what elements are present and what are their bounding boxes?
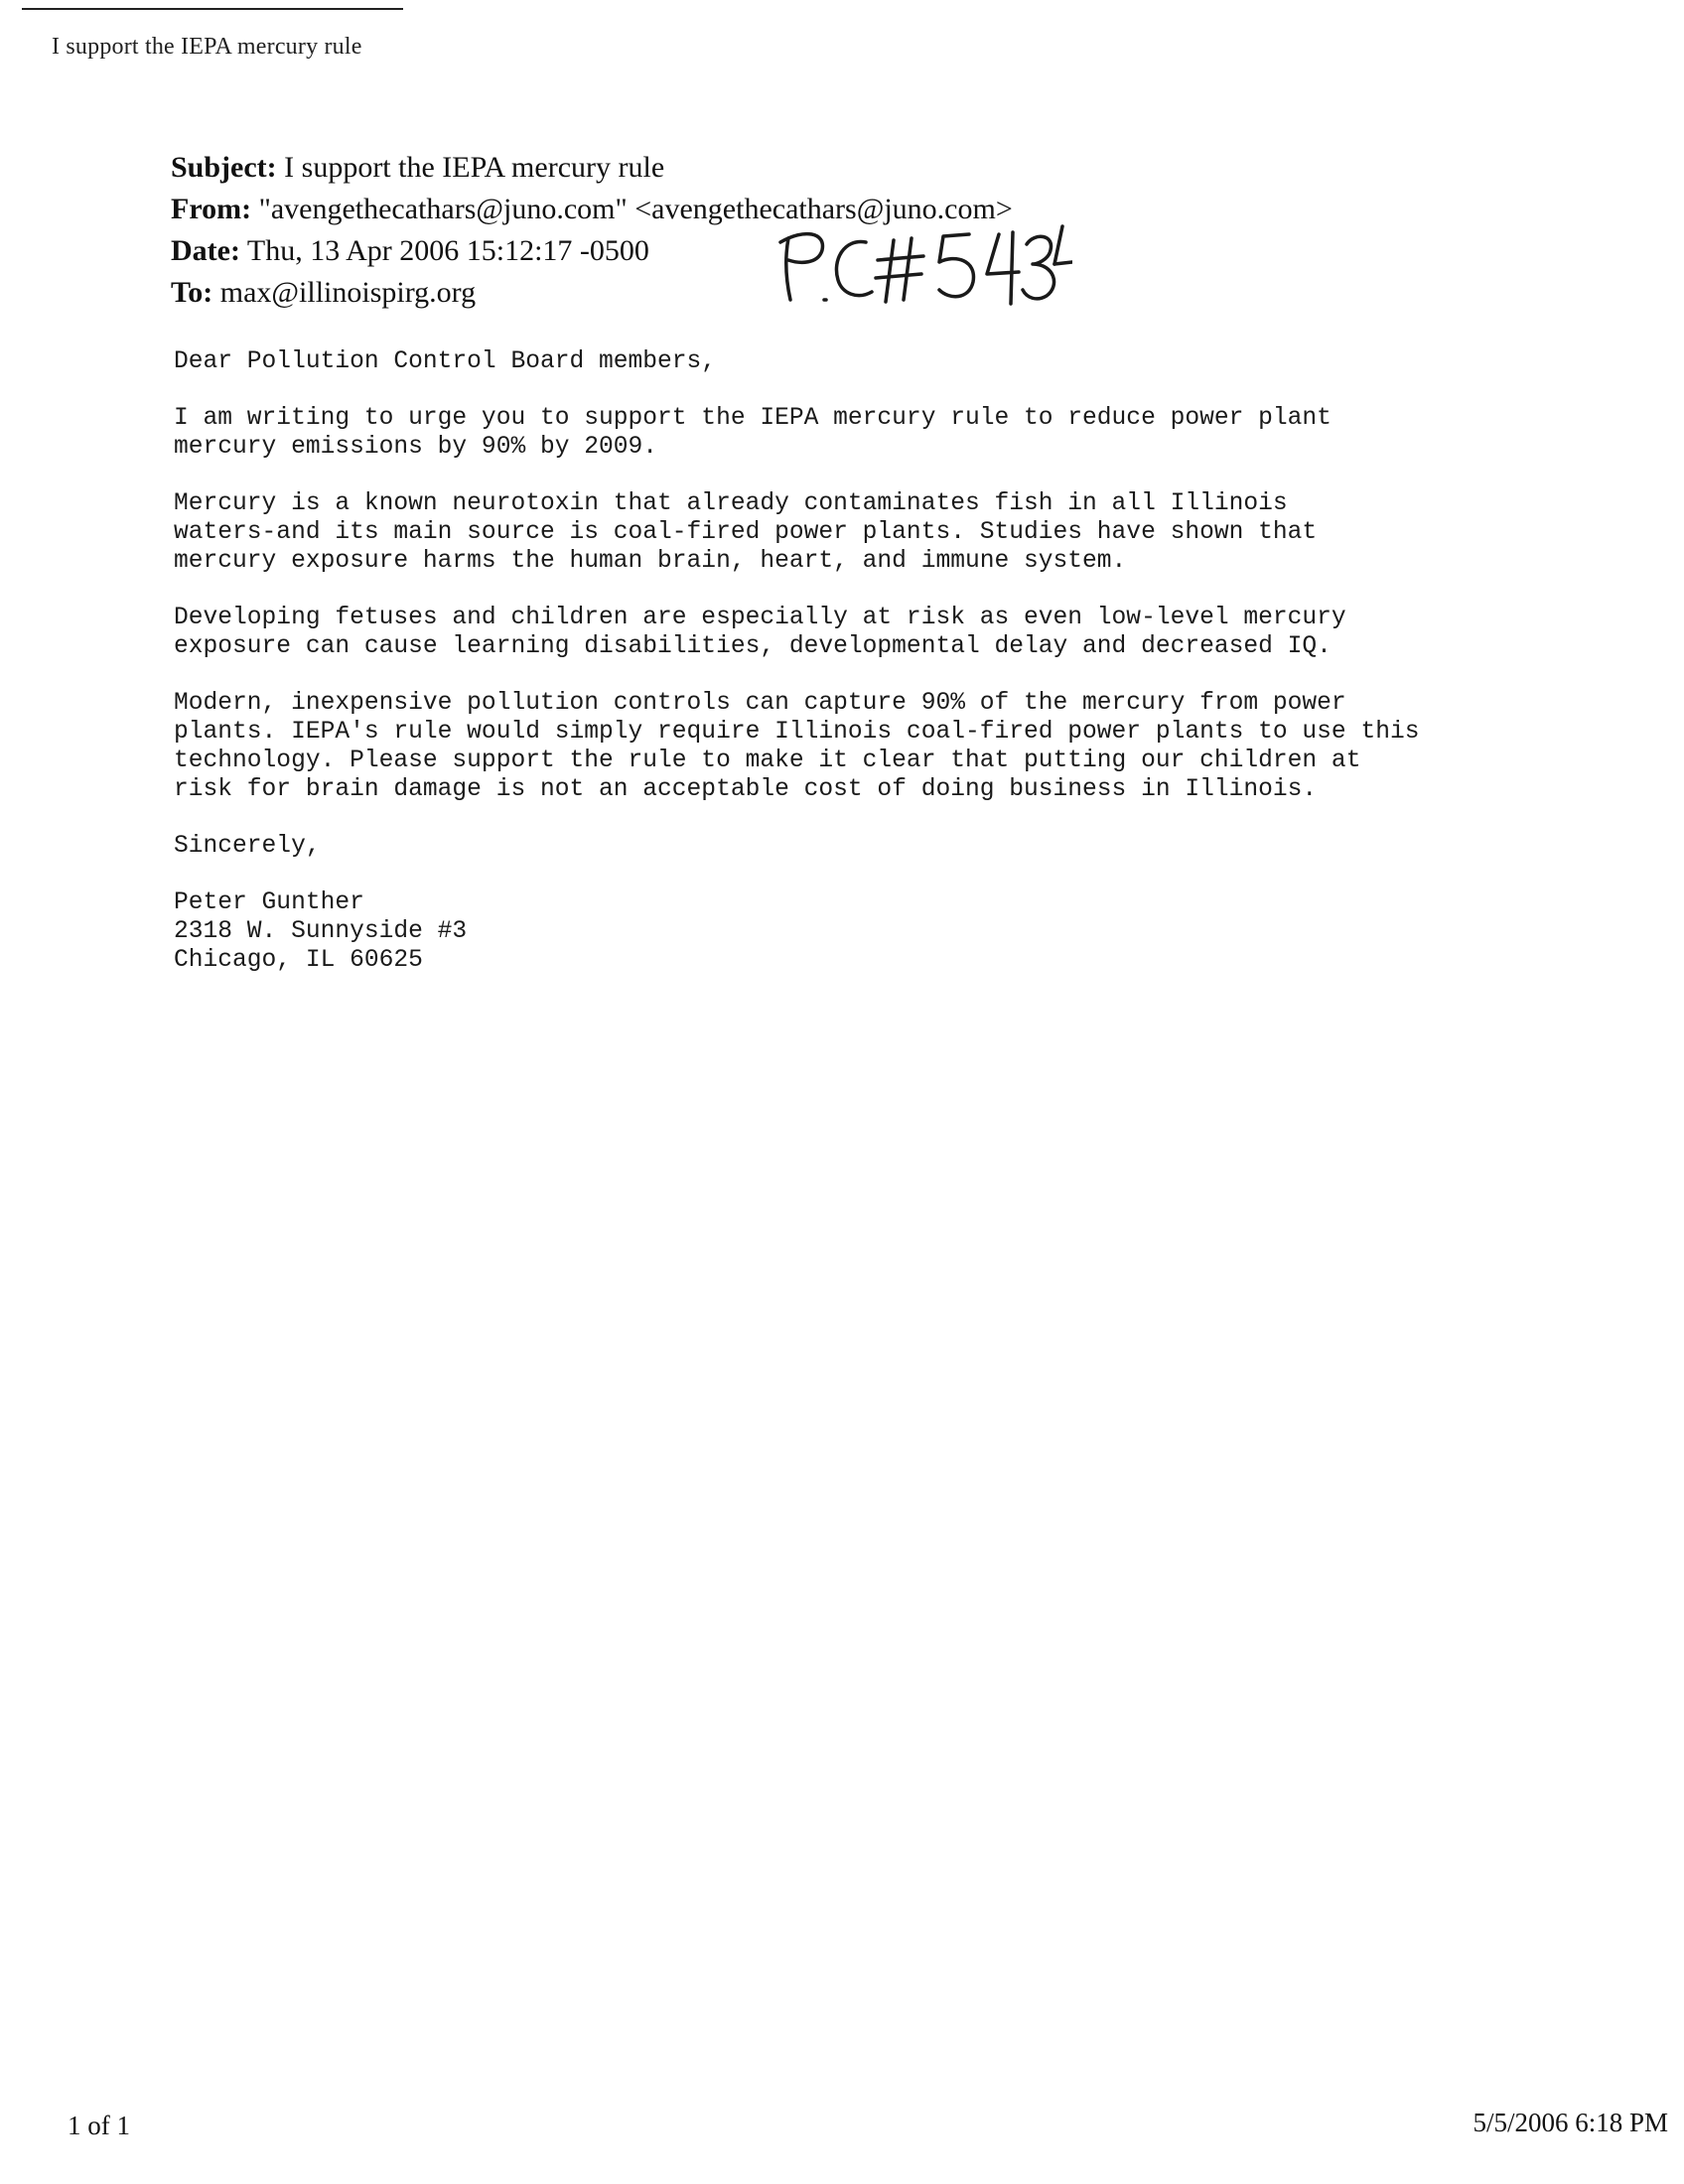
handwritten-stamp [774,220,1072,310]
subject-label: Subject: [171,151,277,184]
date-label: Date: [171,234,240,267]
print-timestamp: 5/5/2006 6:18 PM [1473,2108,1668,2137]
subject-row [171,147,1013,189]
to-label: To: [171,276,213,309]
email-body [174,347,1584,975]
closing: Sincerely, [174,833,321,860]
signature-block: Peter Gunther 2318 W. Sunnyside #3 Chicago, IL 60625 [174,889,468,974]
page-number: 1 of 1 [68,2111,130,2140]
from-label: From: [171,193,252,225]
subject-value: I support the IEPA mercury rule [276,151,665,184]
top-rule [22,8,403,10]
body-paragraph: Mercury is a known neurotoxin that already contaminates fish in all Illinois waters-and its main source is coal-fired power plants. Studies have shown that mercury exposure harms the human brain, heart, and immune system. [174,490,1318,575]
date-value: Thu, 13 Apr 2006 15:12:17 -0500 [239,234,649,267]
body-paragraph: I am writing to urge you to support the IEPA mercury rule to reduce power plant mercury emissions by 90% by 2009. [174,405,1332,461]
running-title: I support the IEPA mercury rule [52,34,362,60]
salutation: Dear Pollution Control Board members, [174,348,717,375]
to-value: max@illinoispirg.org [212,276,477,309]
body-paragraph: Developing fetuses and children are especially at risk as even low-level mercury exposure can cause learning disabilities, developmental delay and decreased IQ. [174,605,1346,660]
from-value: "avengethecathars@juno.com" <avengethecathars@juno.com> [251,193,1013,225]
body-paragraph: Modern, inexpensive pollution controls can capture 90% of the mercury from power plants. IEPA's rule would simply require Illinois coal-fired power plants to use this technology. Please support the rule to make it clear that putting our children at risk for brain damage is not an acceptable cost of doing business in Illinois. [174,690,1420,803]
